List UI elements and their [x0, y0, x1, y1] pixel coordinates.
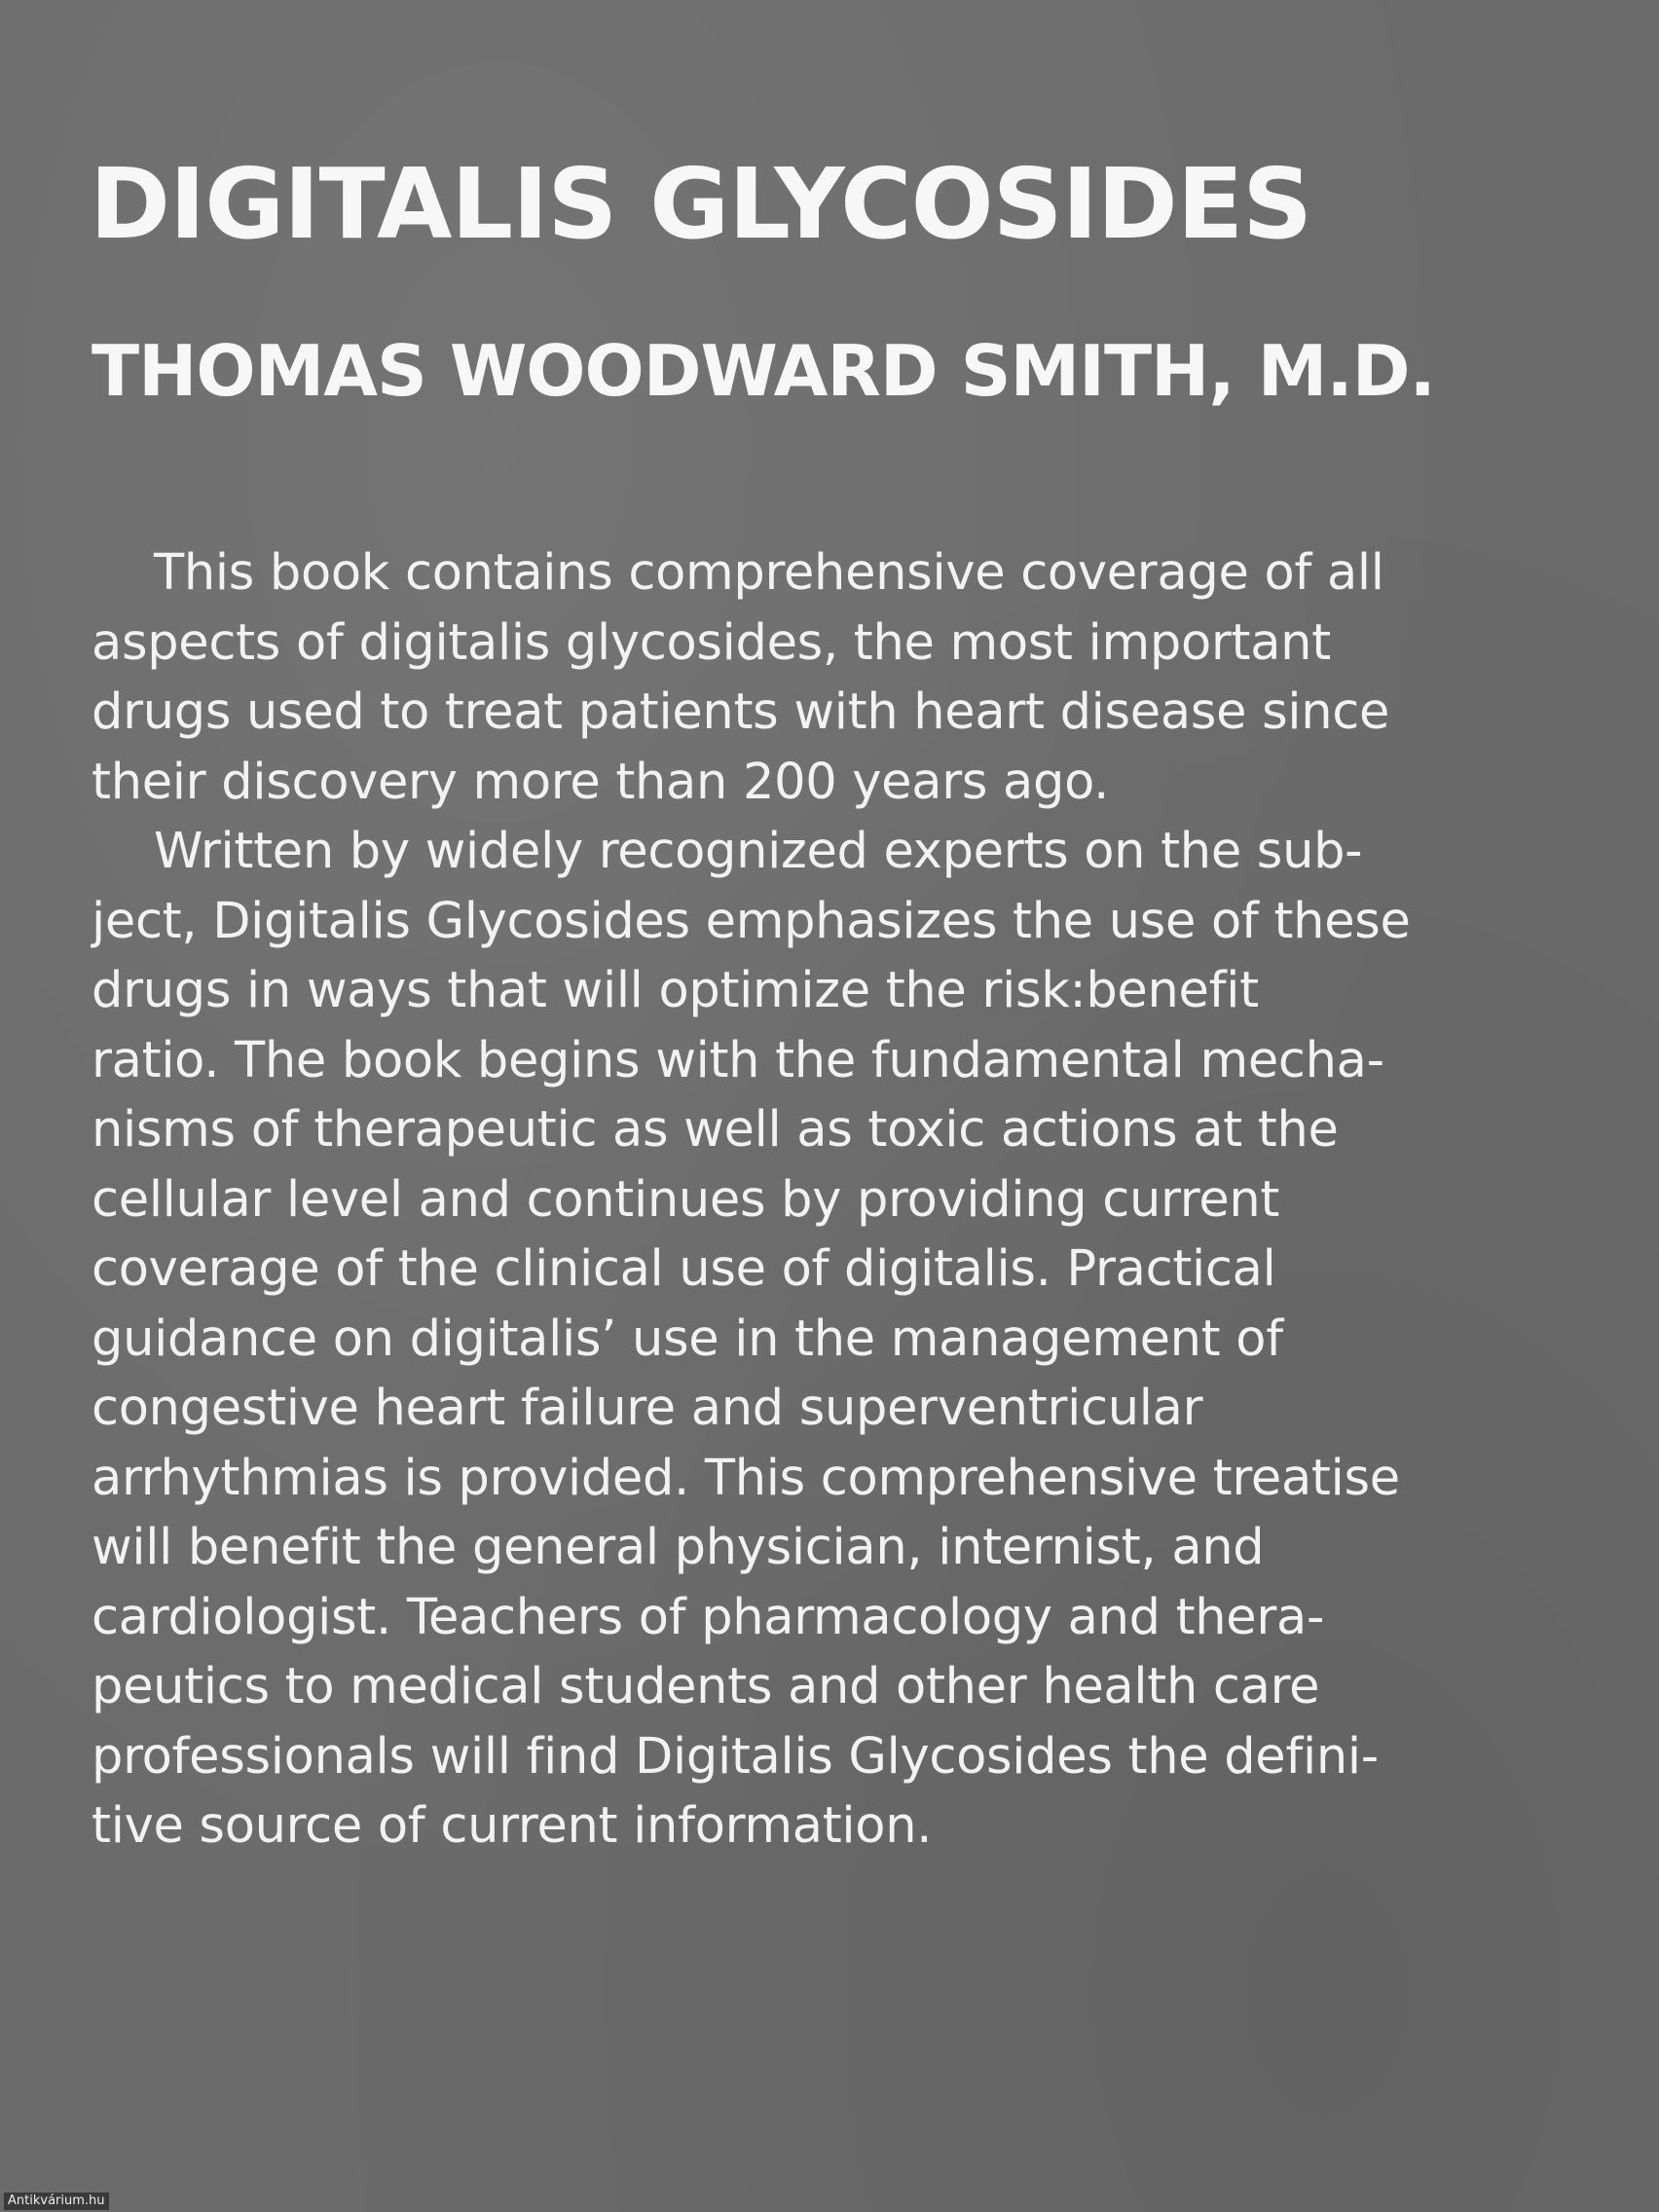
watermark: Antikvárium.hu	[4, 2193, 109, 2210]
book-title: DIGITALIS GLYCOSIDES	[90, 147, 1312, 261]
blurb-line: will benefit the general physician, internist, and	[92, 1519, 1265, 1576]
blurb-line: Written by widely recognized experts on the sub-	[154, 823, 1363, 880]
blurb-line: guidance on digitalis’ use in the management of	[92, 1309, 1283, 1368]
blurb-line: congestive heart failure and superventricular	[92, 1380, 1203, 1437]
blurb-text	[92, 538, 1630, 1862]
blurb-line: professionals will find Digitalis Glycosides the defini-	[92, 1727, 1379, 1786]
blurb-line: tive source of current information.	[92, 1797, 933, 1855]
blurb-line: their discovery more than 200 years ago.	[92, 753, 1110, 811]
blurb-line: peutics to medical students and other health care	[92, 1658, 1320, 1715]
blurb-line: arrhythmias is provided. This comprehensive treatise	[92, 1449, 1400, 1507]
blurb-line: ject, Digitalis Glycosides emphasizes the use of these	[92, 892, 1411, 950]
book-author: THOMAS WOODWARD SMITH, M.D.	[92, 330, 1435, 412]
blurb-line: cardiologist. Teachers of pharmacology and thera-	[92, 1588, 1325, 1646]
blurb-line: aspects of digitalis glycosides, the most important	[92, 613, 1331, 672]
blurb-line: nisms of therapeutic as well as toxic actions at the	[92, 1101, 1339, 1159]
blurb-line: drugs used to treat patients with heart disease since	[92, 683, 1390, 741]
blurb-line: drugs in ways that will optimize the risk:benefit	[92, 962, 1259, 1019]
blurb-line: ratio. The book begins with the fundamental mecha-	[92, 1031, 1384, 1089]
blurb-line: coverage of the clinical use of digitalis. Practical	[92, 1240, 1276, 1298]
blurb-line: cellular level and continues by providing current	[92, 1170, 1280, 1229]
blurb-line: This book contains comprehensive coverage of all	[154, 544, 1384, 602]
